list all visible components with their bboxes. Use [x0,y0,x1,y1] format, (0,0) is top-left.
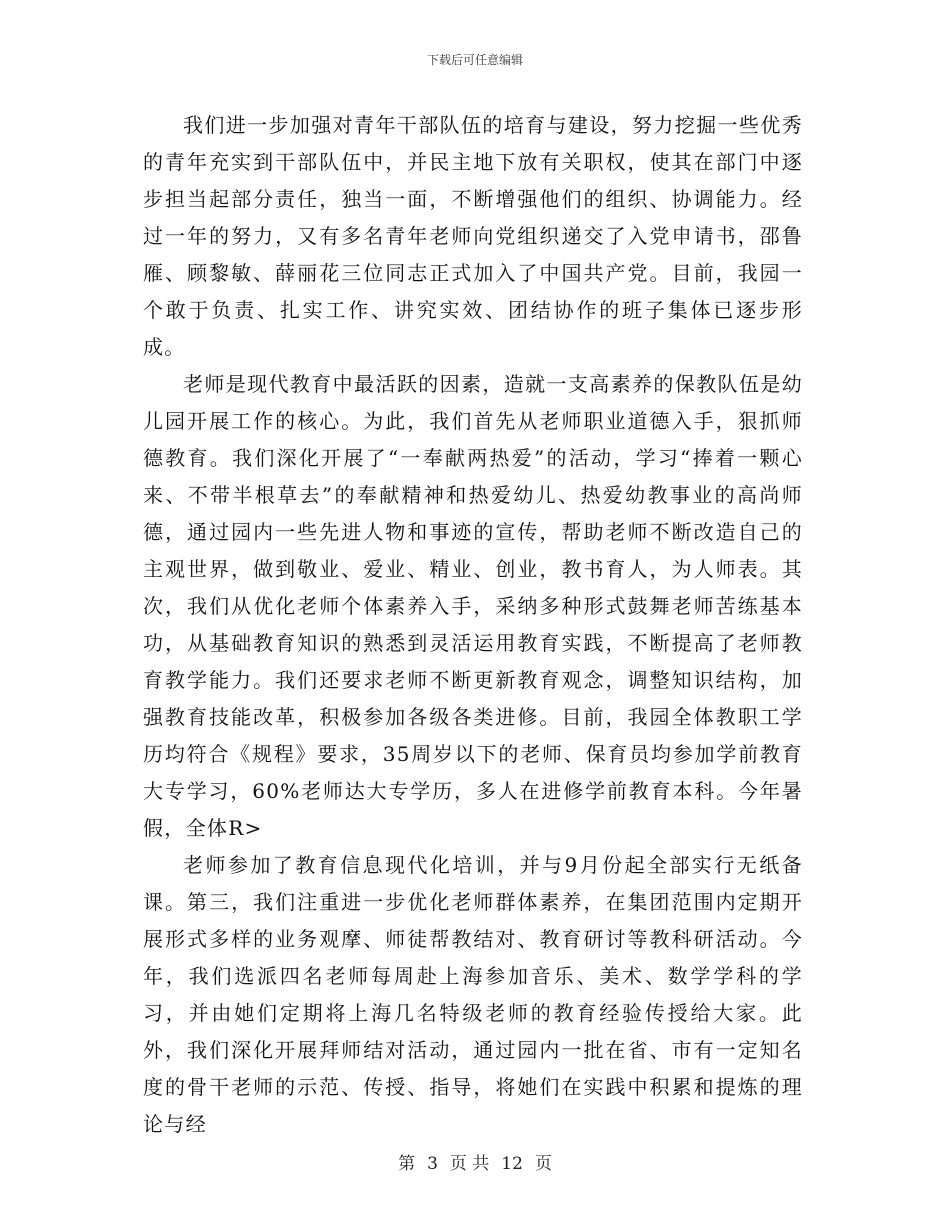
footer-suffix: 页 [534,1154,552,1174]
footer-prefix: 第 [398,1154,416,1174]
page-footer [0,1153,950,1175]
document-body [143,107,803,1143]
footer-page-number: 3 [427,1154,438,1174]
footer-total-pages: 12 [501,1154,523,1174]
page-header: 下载后可任意编辑 [426,53,523,67]
paragraph-2: 老师是现代教育中最活跃的因素，造就一支高素养的保教队伍是幼儿园开展工作的核心。为此，我们首先从老师职业道德入手，狠抓师德教育。我们深化开展了“一奉献两热爱”的活动，学习“捧着一颗心来、不带半根草去”的奉献精神和热爱幼儿、热爱幼教事业的高尚师德，通过园内一些先进人物和事迹的宣传，帮助老师不断改造自己的主观世界，做到敬业、爱业、精业、创业，教书育人，为人师表。其次，我们从优化老师个体素养入手，采纳多种形式鼓舞老师苦练基本功，从基础教育知识的熟悉到灵活运用教育实践，不断提高了老师教育教学能力。我们还要求老师不断更新教育观念，调整知识结构，加强教育技能改革，积极参加各级各类进修。目前，我园全体教职工学历均符合《规程》要求，35周岁以下的老师、保育员均参加学前教育大专学习，60%老师达大专学历，多人在进修学前教育本科。今年暑假，全体R> [143,372,803,840]
paragraph-3: 老师参加了教育信息现代化培训，并与9月份起全部实行无纸备课。第三，我们注重进一步优化老师群体素养，在集团范围内定期开展形式多样的业务观摩、师徒帮教结对、教育研讨等教科研活动。今年，我们选派四名老师每周赴上海参加音乐、美术、数学学科的学习，并由她们定期将上海几名特级老师的教育经验传授给大家。此外，我们深化开展拜师结对活动，通过园内一批在省、市有一定知名度的骨干老师的示范、传授、指导，将她们在实践中积累和提炼的理论与经 [143,853,803,1136]
paragraph-1: 我们进一步加强对青年干部队伍的培育与建设，努力挖掘一些优秀的青年充实到干部队伍中，并民主地下放有关职权，使其在部门中逐步担当起部分责任，独当一面，不断增强他们的组织、协调能力。经过一年的努力，又有多名青年老师向党组织递交了入党申请书，邵鲁雁、顾黎敏、薛丽花三位同志正式加入了中国共产党。目前，我园一个敢于负责、扎实工作、讲究实效、团结协作的班子集体已逐步形成。 [143,113,803,359]
footer-mid: 页 共 [449,1154,490,1174]
